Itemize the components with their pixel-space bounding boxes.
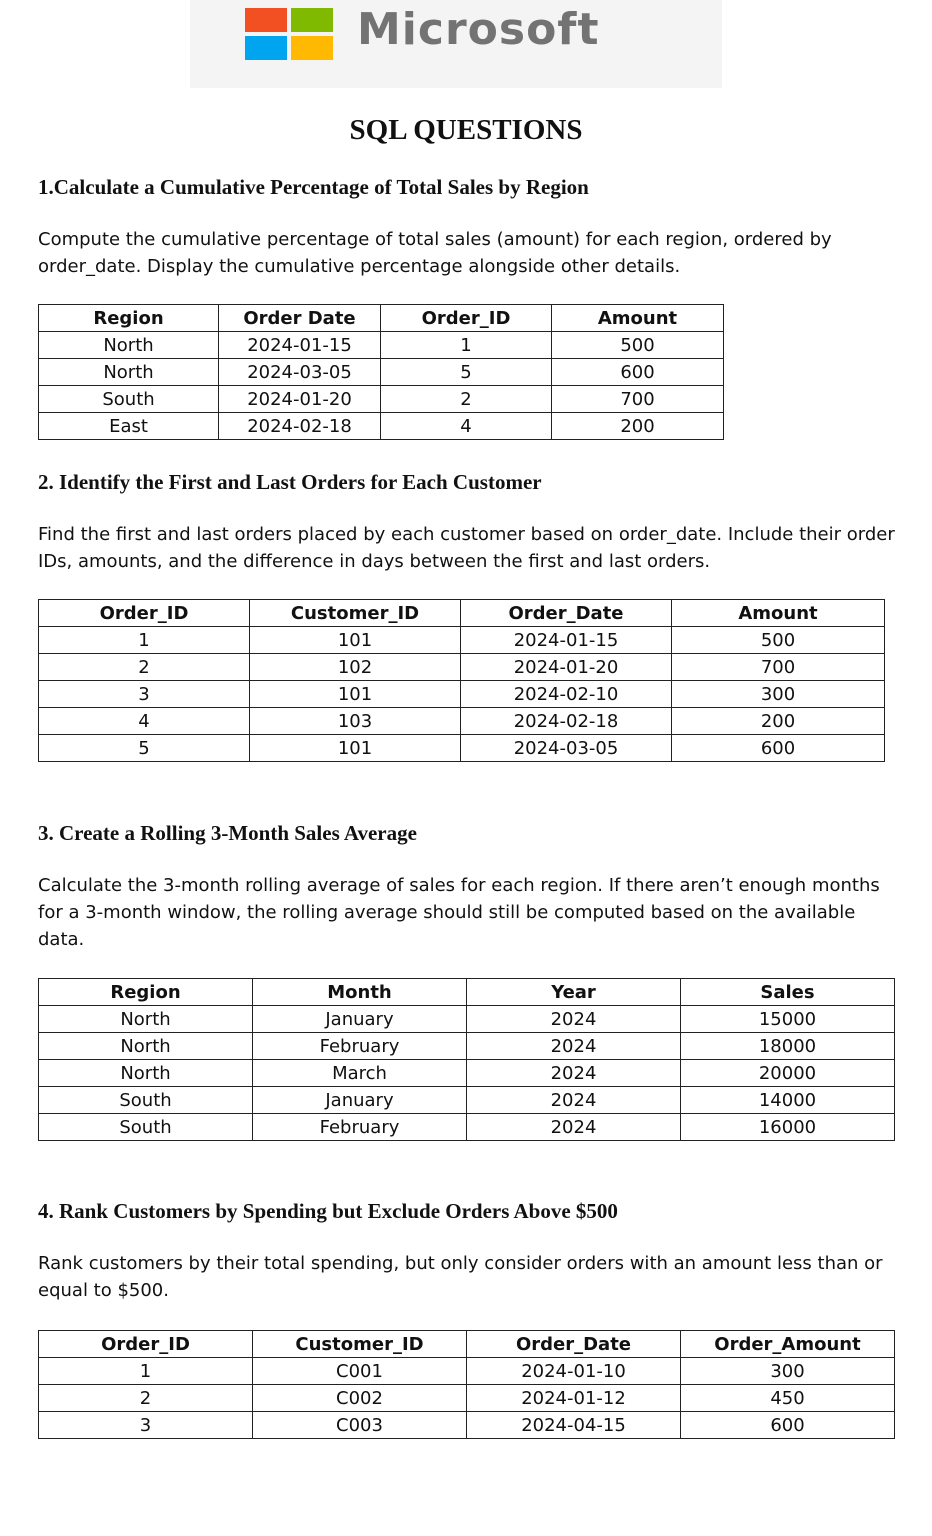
table-row [39,413,724,440]
table-row [39,386,724,413]
logo-red-square [245,8,287,32]
table-cell: 200 [552,413,724,440]
table-cell: 2024 [467,1060,681,1087]
table-cell: 14000 [681,1087,895,1114]
table-cell: 2024 [467,1006,681,1033]
table-header-row [39,305,724,332]
page-title: SQL QUESTIONS [349,114,583,146]
table-cell: 2024-03-05 [461,735,672,762]
table-cell: 2 [381,386,552,413]
table-cell: South [39,386,219,413]
table-cell: 18000 [681,1033,895,1060]
table-row [39,1412,895,1439]
table-cell: 2024-01-15 [461,627,672,654]
table-cell: 450 [681,1385,895,1412]
logo-blue-square [245,36,287,60]
table-cell: January [253,1087,467,1114]
table-cell: 2024-02-18 [461,708,672,735]
question-4-description: Rank customers by their total spending, but only consider orders with an amount less than or equal to $500. [38,1253,883,1301]
column-header: Order_Date [461,600,672,627]
table-cell: March [253,1060,467,1087]
table-cell: North [39,359,219,386]
question-3-heading: 3. Create a Rolling 3-Month Sales Average [38,821,417,845]
column-header: Year [467,979,681,1006]
table-cell: 3 [39,681,250,708]
table-row [39,654,885,681]
table-cell: 2024-01-20 [219,386,381,413]
logo-green-square [291,8,333,32]
table-cell: 2024 [467,1114,681,1141]
table-cell: 2 [39,654,250,681]
table-row [39,1114,895,1141]
table-cell: 500 [552,332,724,359]
column-header: Month [253,979,467,1006]
table-cell: 2024-01-12 [467,1385,681,1412]
column-header: Order_ID [381,305,552,332]
table-cell: 2 [39,1385,253,1412]
table-cell: 300 [681,1358,895,1385]
table-cell: C003 [253,1412,467,1439]
table-cell: 1 [39,1358,253,1385]
column-header: Order_ID [39,600,250,627]
question-2-table [38,599,885,762]
table-cell: 2024-04-15 [467,1412,681,1439]
table-cell: 16000 [681,1114,895,1141]
table-cell: 5 [381,359,552,386]
table-cell: 600 [681,1412,895,1439]
table-cell: 600 [672,735,885,762]
table-cell: North [39,332,219,359]
logo-wordmark: Microsoft [357,4,600,55]
table-cell: 103 [250,708,461,735]
question-4-heading: 4. Rank Customers by Spending but Exclude Orders Above $500 [38,1199,618,1223]
table-cell: 2024-02-18 [219,413,381,440]
column-header: Customer_ID [253,1331,467,1358]
table-cell: January [253,1006,467,1033]
table-cell: February [253,1033,467,1060]
question-4-table [38,1330,895,1439]
table-cell: C002 [253,1385,467,1412]
table-cell: 1 [381,332,552,359]
column-header: Sales [681,979,895,1006]
table-header-row [39,1331,895,1358]
table-cell: 600 [552,359,724,386]
table-cell: February [253,1114,467,1141]
table-row [39,735,885,762]
table-cell: 2024-01-15 [219,332,381,359]
table-cell: 2024-01-10 [467,1358,681,1385]
question-1-description: Compute the cumulative percentage of total sales (amount) for each region, ordered by order_date. Display the cumulative percentage alongside other details. [38,229,832,277]
table-cell: 2024-01-20 [461,654,672,681]
table-row [39,359,724,386]
column-header: Order_Amount [681,1331,895,1358]
table-cell: 101 [250,627,461,654]
column-header: Customer_ID [250,600,461,627]
question-2-description: Find the first and last orders placed by each customer based on order_date. Include their order IDs, amounts, and the difference in days between the first and last orders. [38,524,895,572]
table-cell: 2024-03-05 [219,359,381,386]
column-header: Amount [552,305,724,332]
table-cell: 4 [39,708,250,735]
table-cell: 2024 [467,1033,681,1060]
table-cell: 500 [672,627,885,654]
table-row [39,1358,895,1385]
table-row [39,681,885,708]
table-cell: C001 [253,1358,467,1385]
column-header: Order_ID [39,1331,253,1358]
column-header: Region [39,305,219,332]
column-header: Order_Date [467,1331,681,1358]
table-cell: 700 [672,654,885,681]
question-1-table [38,304,724,440]
table-cell: 2024-02-10 [461,681,672,708]
column-header: Order Date [219,305,381,332]
table-cell: 102 [250,654,461,681]
table-cell: 15000 [681,1006,895,1033]
table-row [39,1087,895,1114]
table-header-row [39,979,895,1006]
logo-yellow-square [291,36,333,60]
table-row [39,1033,895,1060]
table-cell: South [39,1087,253,1114]
question-3-table [38,978,895,1141]
column-header: Region [39,979,253,1006]
table-row [39,708,885,735]
table-cell: North [39,1060,253,1087]
table-cell: 2024 [467,1087,681,1114]
table-cell: 101 [250,735,461,762]
table-cell: 101 [250,681,461,708]
table-cell: 3 [39,1412,253,1439]
question-2-heading: 2. Identify the First and Last Orders for Each Customer [38,470,542,494]
table-cell: East [39,413,219,440]
question-3-description: Calculate the 3-month rolling average of sales for each region. If there aren’t enough months for a 3-month window, the rolling average should still be computed based on the available data. [38,875,880,950]
table-row [39,1060,895,1087]
table-cell: 4 [381,413,552,440]
table-cell: 200 [672,708,885,735]
table-row [39,627,885,654]
table-row [39,1006,895,1033]
question-1-heading: 1.Calculate a Cumulative Percentage of Total Sales by Region [38,175,589,199]
table-row [39,332,724,359]
table-cell: 20000 [681,1060,895,1087]
microsoft-logo-icon [245,8,335,60]
table-cell: 700 [552,386,724,413]
column-header: Amount [672,600,885,627]
table-header-row [39,600,885,627]
table-cell: 300 [672,681,885,708]
table-cell: North [39,1033,253,1060]
table-row [39,1385,895,1412]
table-cell: 1 [39,627,250,654]
table-cell: North [39,1006,253,1033]
table-cell: South [39,1114,253,1141]
table-cell: 5 [39,735,250,762]
